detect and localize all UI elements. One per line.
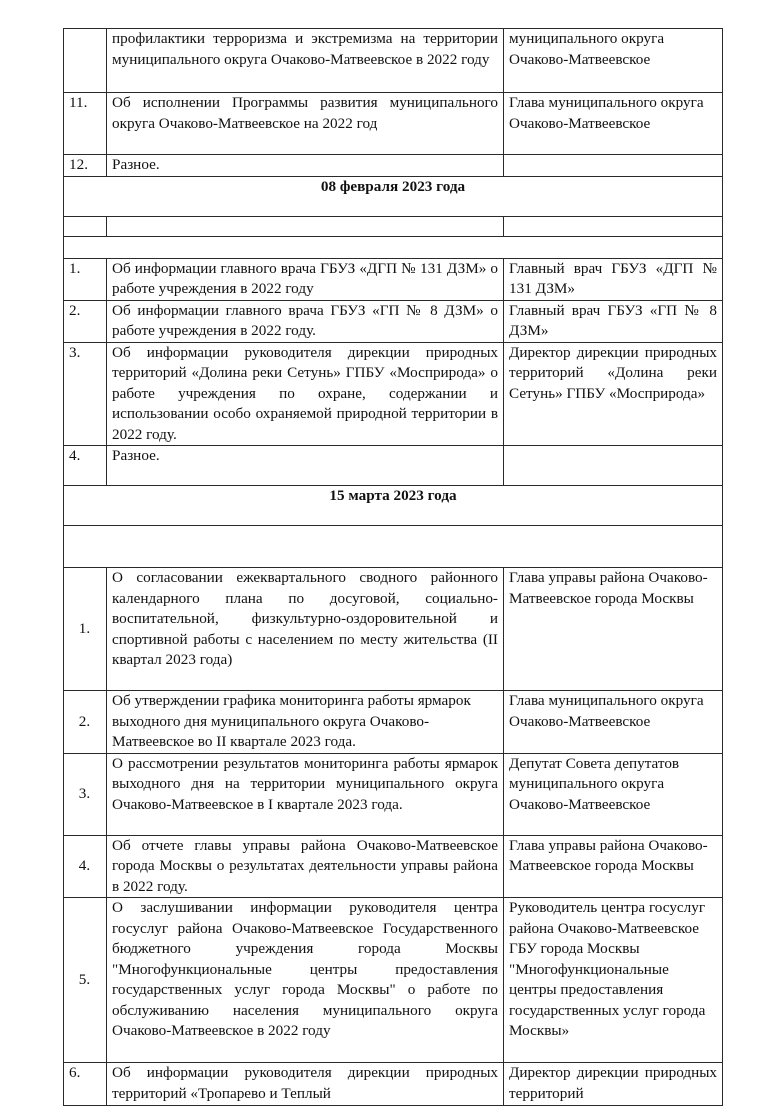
agenda-table [63,28,723,1106]
table-row [64,446,723,486]
agenda-item-text: Об информации главного врача ГБУЗ «ГП № 8 ДЗМ» о работе учреждения в 2022 году. [107,300,504,342]
row-number: 1. [64,568,107,691]
table-row [64,898,723,1063]
table-row [64,342,723,446]
table-row [64,691,723,754]
table-row-empty [64,526,723,568]
row-number: 4. [64,835,107,898]
responsible-text: Директор дирекции природных территорий [504,1063,723,1106]
responsible-text: Глава муниципального округа Очаково-Матвеевское [504,93,723,155]
table-row-empty [64,236,723,258]
responsible-text: Руководитель центра госуслуг района Очаково-Матвеевское ГБУ города Москвы "Многофункциональные центры предоставления государственных услуг города Москвы» [504,898,723,1063]
responsible-text: Глава управы района Очаково-Матвеевское города Москвы [504,835,723,898]
agenda-item-text: О согласовании ежеквартального сводного районного календарного плана по досуговой, социально-воспитательной, физкультурно-оздоровительной и спортивной работы с населением по месту жительства (II квартал 2023 года) [107,568,504,691]
table-row [64,258,723,300]
responsible-text [504,446,723,486]
table-row [64,835,723,898]
section-date: 15 марта 2023 года [64,486,723,526]
agenda-item-text: О рассмотрении результатов мониторинга работы ярмарок выходного дня на территории муниципального округа Очаково-Матвеевское в I квартале 2023 года. [107,753,504,835]
row-number: 3. [64,753,107,835]
agenda-item-text: О заслушивании информации руководителя центра госуслуг района Очаково-Матвеевское Государственного бюджетного учреждения города Москвы "Многофункциональные центры предоставления государственных услуг города Москвы" о работе по обслуживанию населения муниципального округа Очаково-Матвеевское в 2022 году [107,898,504,1063]
agenda-item-text: Об информации руководителя дирекции природных территорий «Тропарево и Теплый [107,1063,504,1106]
section-date: 08 февраля 2023 года [64,176,723,216]
responsible-text: Глава управы района Очаково-Матвеевское города Москвы [504,568,723,691]
row-number: 12. [64,155,107,177]
row-number: 6. [64,1063,107,1106]
table-row [64,568,723,691]
responsible-text: Главный врач ГБУЗ «ГП № 8 ДЗМ» [504,300,723,342]
agenda-item-text: Разное. [107,446,504,486]
row-number: 2. [64,691,107,754]
table-row [64,300,723,342]
row-number: 5. [64,898,107,1063]
agenda-item-text: Об информации главного врача ГБУЗ «ДГП № 131 ДЗМ» о работе учреждения в 2022 году [107,258,504,300]
row-number: 2. [64,300,107,342]
table-row [64,155,723,177]
responsible-text: Директор дирекции природных территорий «Долина реки Сетунь» ГПБУ «Мосприрода» [504,342,723,446]
agenda-item-text: Об информации руководителя дирекции природных территорий «Долина реки Сетунь» ГПБУ «Мосприрода» о работе учреждения по охране, содержании и использовании особо охраняемой природной территории в 2022 году. [107,342,504,446]
table-row [64,93,723,155]
responsible-text: Главный врач ГБУЗ «ДГП № 131 ДЗМ» [504,258,723,300]
section-date-row [64,486,723,526]
table-row [64,753,723,835]
table-row [64,1063,723,1106]
responsible-text: Глава муниципального округа Очаково-Матвеевское [504,691,723,754]
table-row-empty [64,216,723,236]
row-number: 3. [64,342,107,446]
row-number: 1. [64,258,107,300]
section-date-row [64,176,723,216]
agenda-item-text: Разное. [107,155,504,177]
row-number [64,29,107,93]
agenda-item-text: Об утверждении графика мониторинга работы ярмарок выходного дня муниципального округа Очаково-Матвеевское во II квартале 2023 года. [107,691,504,754]
row-number: 4. [64,446,107,486]
agenda-item-text: Об отчете главы управы района Очаково-Матвеевское города Москвы о результатах деятельности управы района в 2022 году. [107,835,504,898]
responsible-text: Депутат Совета депутатов муниципального округа Очаково-Матвеевское [504,753,723,835]
responsible-text: муниципального округа Очаково-Матвеевское [504,29,723,93]
agenda-item-text: Об исполнении Программы развития муниципального округа Очаково-Матвеевское на 2022 год [107,93,504,155]
table-row [64,29,723,93]
agenda-item-text: профилактики терроризма и экстремизма на территории муниципального округа Очаково-Матвеевское в 2022 году [107,29,504,93]
row-number: 11. [64,93,107,155]
responsible-text [504,155,723,177]
